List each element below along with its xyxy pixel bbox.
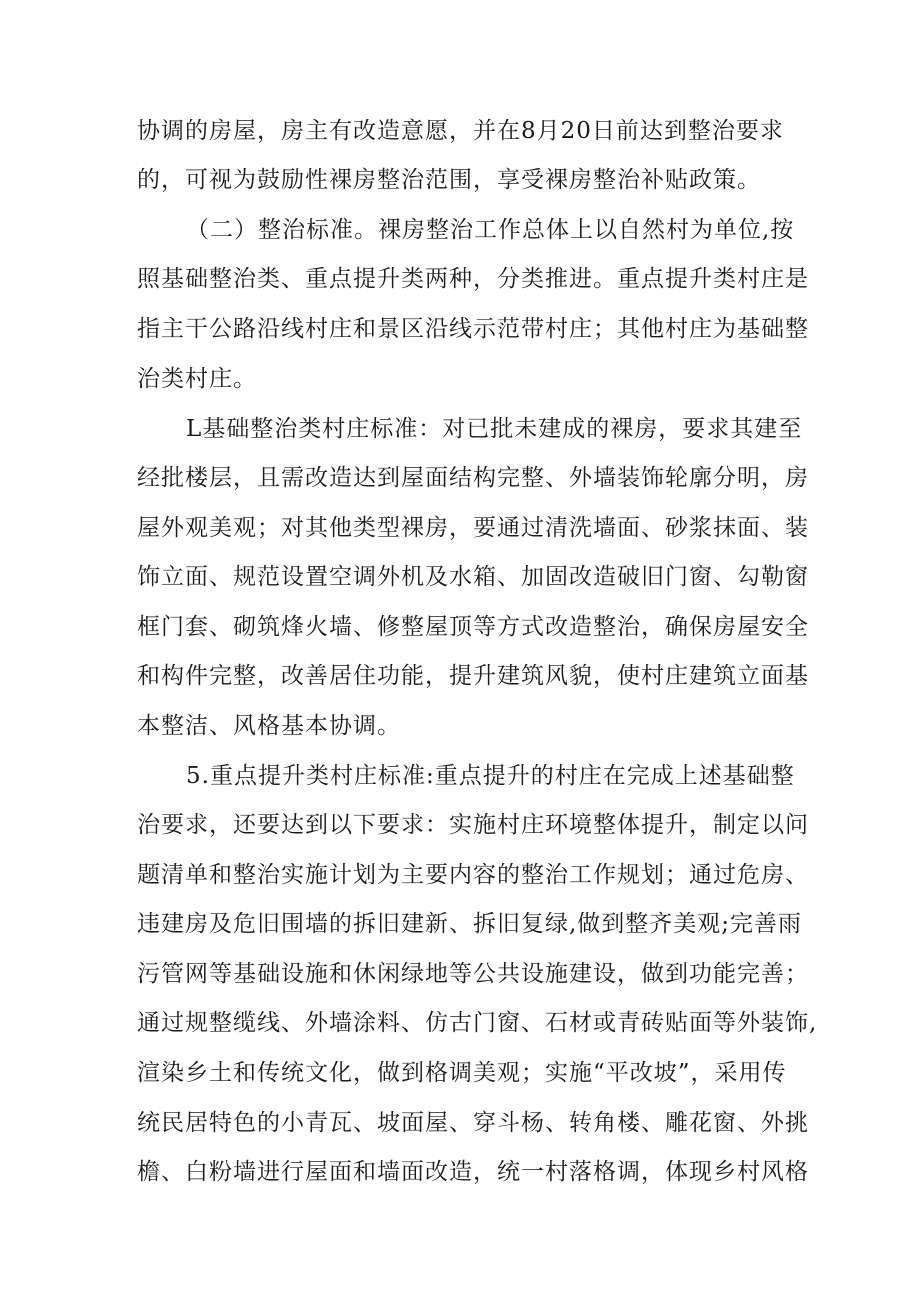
text-line: 经批楼层，且需改造达到屋面结构完整、外墙装饰轮廓分明，房 (137, 465, 809, 491)
section-heading-line: （二）整治标准。裸房整治工作总体上以自然村为单位,按 (186, 217, 795, 243)
text-line: 治类村庄。 (137, 366, 257, 392)
list-item-line: 5.重点提升类村庄标准:重点提升的村庄在完成上述基础整 (186, 763, 795, 789)
text-line: 指主干公路沿线村庄和景区沿线示范带村庄；其他村庄为基础整 (137, 316, 809, 342)
text-line: 协调的房屋，房主有改造意愿，并在8月20日前达到整治要求 (137, 118, 784, 144)
list-item-line: L基础整治类村庄标准：对已批未建成的裸房，要求其建至 (186, 416, 803, 442)
text-line: 通过规整缆线、外墙涂料、仿古门窗、石材或青砖贴面等外装饰, (137, 1010, 818, 1036)
text-line: 檐、白粉墙进行屋面和墙面改造，统一村落格调，体现乡村风格 (137, 1159, 809, 1185)
text-line: 框门套、砌筑烽火墙、修整屋顶等方式改造整治，确保房屋安全 (137, 614, 809, 640)
text-line: 治要求，还要达到以下要求：实施村庄环境整体提升，制定以问 (137, 812, 809, 838)
text-line: 屋外观美观；对其他类型裸房，要通过清洗墙面、砂浆抹面、装 (137, 515, 809, 541)
text-line: 饰立面、规范设置空调外机及水箱、加固改造破旧门窗、勾勒窗 (137, 564, 809, 590)
text-line: 本整洁、风格基本协调。 (137, 713, 401, 739)
text-line: 和构件完整，改善居住功能，提升建筑风貌，使村庄建筑立面基 (137, 663, 809, 689)
text-line: 污管网等基础设施和休闲绿地等公共设施建设，做到功能完善； (137, 961, 809, 987)
text-line: 渲染乡土和传统文化，做到格调美观；实施“平改坡”，采用传 (137, 1060, 787, 1086)
text-line: 照基础整治类、重点提升类两种，分类推进。重点提升类村庄是 (137, 266, 809, 292)
text-line: 违建房及危旧围墙的拆旧建新、拆旧复绿,做到整齐美观;完善雨 (137, 911, 803, 937)
text-line: 的，可视为鼓励性裸房整治范围，享受裸房整治补贴政策。 (137, 167, 761, 193)
text-line: 统民居特色的小青瓦、坡面屋、穿斗杨、转角楼、雕花窗、外挑 (137, 1110, 809, 1136)
text-line: 题清单和整治实施计划为主要内容的整治工作规划；通过危房、 (137, 862, 809, 888)
